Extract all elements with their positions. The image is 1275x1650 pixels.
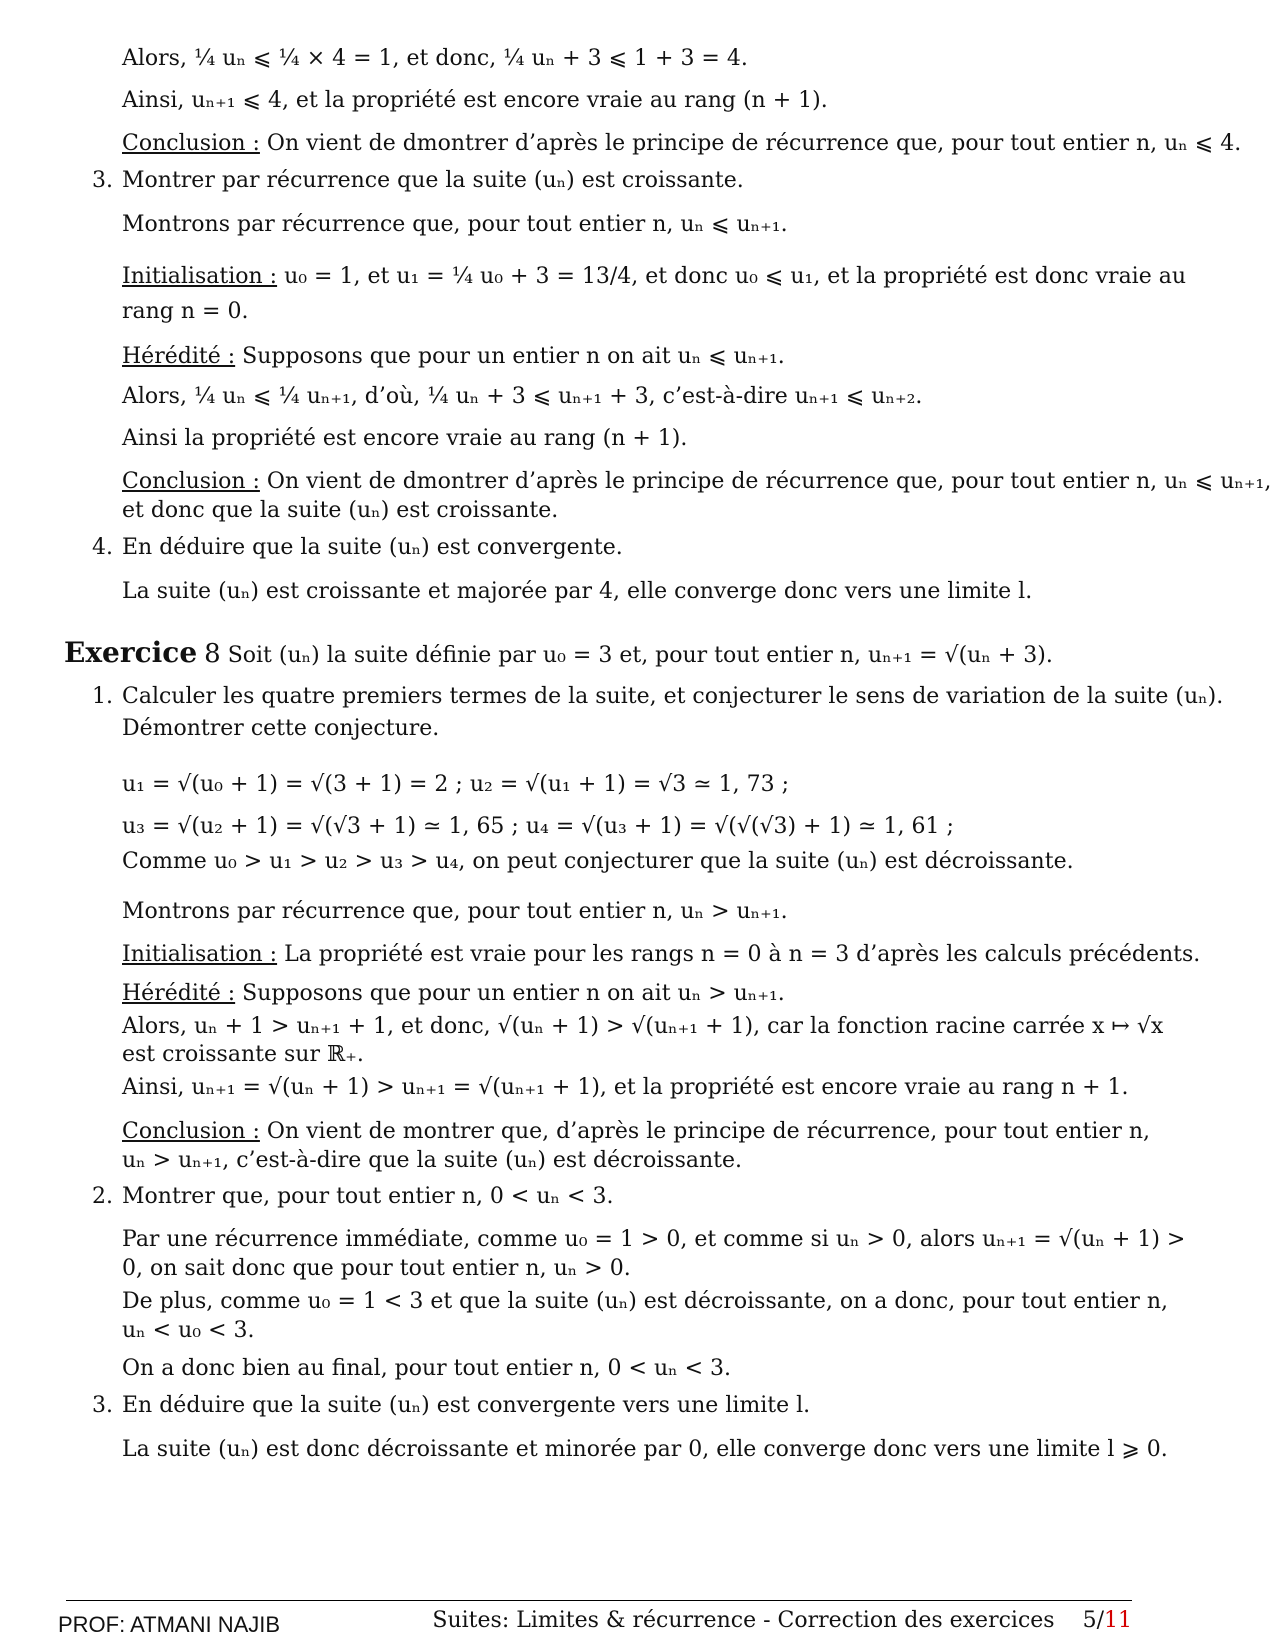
initialisation-line	[122, 940, 1200, 970]
text-line: 0, on sait donc que pour tout entier n, uₙ > 0.	[122, 1256, 631, 1281]
conclusion-line	[122, 129, 1241, 159]
initialisation-label: Initialisation :	[122, 264, 278, 289]
footer-title: Suites: Limites & récurrence - Correction des exercices	[432, 1608, 1055, 1633]
conclusion-label: Conclusion :	[122, 469, 260, 494]
text-line: Démontrer cette conjecture.	[122, 716, 440, 741]
text-line: uₙ > uₙ₊₁, c’est-à-dire que la suite (uₙ) est décroissante.	[122, 1148, 742, 1173]
list-number: 3.	[92, 1393, 113, 1418]
text-line: On vient de dmontrer d’après le principe de récurrence que, pour tout entier n, uₙ ⩽ 4.	[266, 131, 1242, 156]
text-line: Alors, ¼ uₙ ⩽ ¼ × 4 = 1, et donc, ¼ uₙ + 3 ⩽ 1 + 3 = 4.	[122, 46, 748, 71]
list-number: 2.	[92, 1184, 113, 1209]
text-line: Supposons que pour un entier n on ait uₙ > uₙ₊₁.	[242, 981, 785, 1006]
text-line: Alors, ¼ uₙ ⩽ ¼ uₙ₊₁, d’où, ¼ uₙ + 3 ⩽ uₙ₊₁ + 3, c’est-à-dire uₙ₊₁ ⩽ uₙ₊₂.	[122, 384, 923, 409]
list-number: 1.	[92, 684, 113, 709]
page-current: 5	[1082, 1608, 1097, 1633]
page-separator: /	[1096, 1608, 1104, 1633]
conclusion-line	[122, 1117, 1150, 1147]
initialisation-label: Initialisation :	[122, 942, 278, 967]
text-line: u₀ = 1, et u₁ = ¼ u₀ + 3 = 13/4, et donc u₀ ⩽ u₁, et la propriété est donc vraie au	[284, 264, 1187, 289]
text-line: Montrons par récurrence que, pour tout entier n, uₙ ⩽ uₙ₊₁.	[122, 212, 788, 237]
conclusion-line	[122, 467, 1271, 497]
text-line: Par une récurrence immédiate, comme u₀ = 1 > 0, et comme si uₙ > 0, alors uₙ₊₁ = √(uₙ + 1) >	[122, 1227, 1186, 1252]
text-line: Ainsi, uₙ₊₁ = √(uₙ + 1) > uₙ₊₁ = √(uₙ₊₁ + 1), et la propriété est encore vraie au rang n + 1.	[122, 1075, 1129, 1100]
text-line: Comme u₀ > u₁ > u₂ > u₃ > u₄, on peut conjecturer que la suite (uₙ) est décroissante.	[122, 849, 1074, 874]
question-text: En déduire que la suite (uₙ) est convergente.	[122, 535, 623, 560]
text-line: On a donc bien au final, pour tout entier n, 0 < uₙ < 3.	[122, 1356, 732, 1381]
text-line: est croissante sur ℝ₊.	[122, 1042, 364, 1067]
text-line: On vient de dmontrer d’après le principe de récurrence que, pour tout entier n, uₙ ⩽ uₙ₊₁,	[266, 469, 1272, 494]
footer-rule	[66, 1600, 1132, 1601]
heredite-line	[122, 342, 785, 372]
question-text: Calculer les quatre premiers termes de la suite, et conjecturer le sens de variation de la suite (uₙ).	[122, 684, 1224, 709]
initialisation-line	[122, 262, 1186, 292]
footer-right	[432, 1608, 1132, 1633]
text-line: Ainsi la propriété est encore vraie au rang (n + 1).	[122, 426, 688, 451]
text-line: De plus, comme u₀ = 1 < 3 et que la suite (uₙ) est décroissante, on a donc, pour tout entier n,	[122, 1289, 1169, 1314]
question-text: Montrer que, pour tout entier n, 0 < uₙ < 3.	[122, 1184, 614, 1209]
page-total: 11	[1104, 1608, 1132, 1633]
exercise-label: Exercice	[64, 636, 198, 669]
text-line: La suite (uₙ) est donc décroissante et minorée par 0, elle converge donc vers une limite l ⩾ 0.	[122, 1437, 1168, 1462]
conclusion-label: Conclusion :	[122, 1119, 260, 1144]
text-line: On vient de montrer que, d’après le principe de récurrence, pour tout entier n,	[266, 1119, 1151, 1144]
exercise-heading	[64, 638, 1053, 671]
list-number: 4.	[92, 535, 113, 560]
text-line: La suite (uₙ) est croissante et majorée par 4, elle converge donc vers une limite l.	[122, 579, 1033, 604]
question-text: Montrer par récurrence que la suite (uₙ) est croissante.	[122, 168, 744, 193]
exercise-number: 8	[204, 639, 221, 669]
formula-line: u₁ = √(u₀ + 1) = √(3 + 1) = 2 ; u₂ = √(u₁ + 1) = √3 ≃ 1, 73 ;	[122, 772, 790, 797]
text-line: rang n = 0.	[122, 299, 249, 324]
heredite-label: Hérédité :	[122, 981, 236, 1006]
footer-author: PROF: ATMANI NAJIB	[58, 1612, 281, 1637]
exercise-statement: Soit (uₙ) la suite définie par u₀ = 3 et, pour tout entier n, uₙ₊₁ = √(uₙ + 3).	[227, 643, 1053, 668]
text-line: Montrons par récurrence que, pour tout entier n, uₙ > uₙ₊₁.	[122, 899, 788, 924]
text-line: La propriété est vraie pour les rangs n = 0 à n = 3 d’après les calculs précédents.	[284, 942, 1201, 967]
list-number: 3.	[92, 168, 113, 193]
text-line: Alors, uₙ + 1 > uₙ₊₁ + 1, et donc, √(uₙ + 1) > √(uₙ₊₁ + 1), car la fonction racine carrée x ↦ √x	[122, 1014, 1164, 1039]
question-text: En déduire que la suite (uₙ) est convergente vers une limite l.	[122, 1393, 811, 1418]
heredite-label: Hérédité :	[122, 344, 236, 369]
formula-line: u₃ = √(u₂ + 1) = √(√3 + 1) ≃ 1, 65 ; u₄ = √(u₃ + 1) = √(√(√3) + 1) ≃ 1, 61 ;	[122, 814, 954, 839]
text-line: Ainsi, uₙ₊₁ ⩽ 4, et la propriété est encore vraie au rang (n + 1).	[122, 88, 828, 113]
conclusion-label: Conclusion :	[122, 131, 260, 156]
text-line: uₙ < u₀ < 3.	[122, 1318, 255, 1343]
text-line: Supposons que pour un entier n on ait uₙ ⩽ uₙ₊₁.	[242, 344, 785, 369]
heredite-line	[122, 979, 785, 1009]
text-line: et donc que la suite (uₙ) est croissante.	[122, 498, 559, 523]
